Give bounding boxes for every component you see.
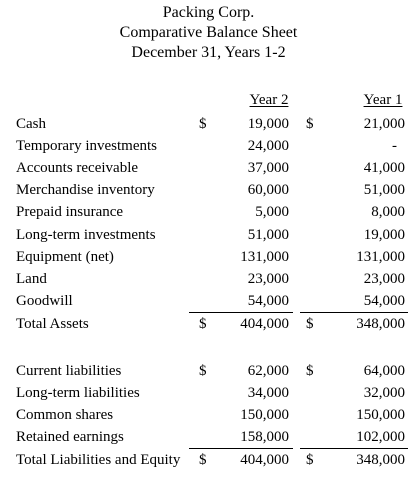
row-label: Land	[16, 271, 47, 287]
dollar-sign: $	[306, 363, 314, 379]
table-row	[0, 246, 417, 268]
year1-value: 64,000	[363, 363, 405, 379]
column-header-year1: Year 1	[363, 92, 403, 108]
row-label: Cash	[16, 116, 46, 132]
table-row	[0, 404, 417, 426]
table-row	[0, 290, 417, 312]
row-label: Accounts receivable	[16, 160, 139, 176]
total-assets-row	[0, 313, 417, 335]
row-label: Goodwill	[16, 293, 73, 309]
statement-date: December 31, Years 1-2	[131, 44, 286, 61]
row-label: Merchandise inventory	[16, 182, 155, 198]
year2-value: 404,000	[240, 316, 289, 332]
year2-value: 37,000	[247, 160, 289, 176]
row-label: Temporary investments	[16, 138, 157, 154]
statement-title: Comparative Balance Sheet	[119, 24, 298, 41]
year1-value: 131,000	[356, 249, 405, 265]
row-label: Retained earnings	[16, 429, 124, 445]
row-label: Current liabilities	[16, 363, 122, 379]
year2-value: 158,000	[240, 429, 289, 445]
dollar-sign: $	[306, 116, 314, 132]
table-row	[0, 179, 417, 201]
row-label: Long-term liabilities	[16, 385, 140, 401]
dollar-sign: $	[306, 452, 314, 468]
row-label: Prepaid insurance	[16, 204, 124, 220]
year1-value: 348,000	[356, 316, 405, 332]
row-label: Total Liabilities and Equity	[16, 452, 181, 468]
year2-value: 19,000	[247, 116, 289, 132]
table-row	[0, 224, 417, 246]
year1-value: 8,000	[371, 204, 405, 220]
year2-value: 24,000	[247, 138, 289, 154]
dollar-sign: $	[199, 452, 207, 468]
year1-value: 32,000	[363, 385, 405, 401]
column-headers	[0, 89, 417, 111]
year2-value: 5,000	[255, 204, 289, 220]
year2-value: 131,000	[240, 249, 289, 265]
table-row	[0, 201, 417, 223]
year1-value: 21,000	[363, 116, 405, 132]
table-row	[0, 382, 417, 404]
column-header-year2: Year 2	[249, 92, 289, 108]
year1-value: 41,000	[363, 160, 405, 176]
table-row	[0, 113, 417, 135]
row-label: Common shares	[16, 407, 114, 423]
dollar-sign: $	[199, 363, 207, 379]
year2-value: 51,000	[247, 227, 289, 243]
year1-value: 19,000	[363, 227, 405, 243]
dollar-sign: $	[306, 316, 314, 332]
company-name: Packing Corp.	[162, 4, 255, 21]
table-row	[0, 360, 417, 382]
table-row	[0, 135, 417, 157]
year1-value: 23,000	[363, 271, 405, 287]
year2-value: 34,000	[247, 385, 289, 401]
dollar-sign: $	[199, 316, 207, 332]
year2-value: 54,000	[247, 293, 289, 309]
total-liabilities-equity-row	[0, 449, 417, 471]
row-label: Total Assets	[16, 316, 89, 332]
year1-value: -	[392, 138, 397, 154]
year2-value: 150,000	[240, 407, 289, 423]
year2-value: 23,000	[247, 271, 289, 287]
table-row	[0, 426, 417, 448]
year1-value: 102,000	[356, 429, 405, 445]
table-row	[0, 268, 417, 290]
year2-value: 60,000	[247, 182, 289, 198]
year2-value: 62,000	[247, 363, 289, 379]
row-label: Equipment (net)	[16, 249, 114, 265]
year1-value: 51,000	[363, 182, 405, 198]
year1-value: 54,000	[363, 293, 405, 309]
year1-value: 348,000	[356, 452, 405, 468]
dollar-sign: $	[199, 116, 207, 132]
year1-value: 150,000	[356, 407, 405, 423]
row-label: Long-term investments	[16, 227, 156, 243]
year2-value: 404,000	[240, 452, 289, 468]
table-row	[0, 157, 417, 179]
